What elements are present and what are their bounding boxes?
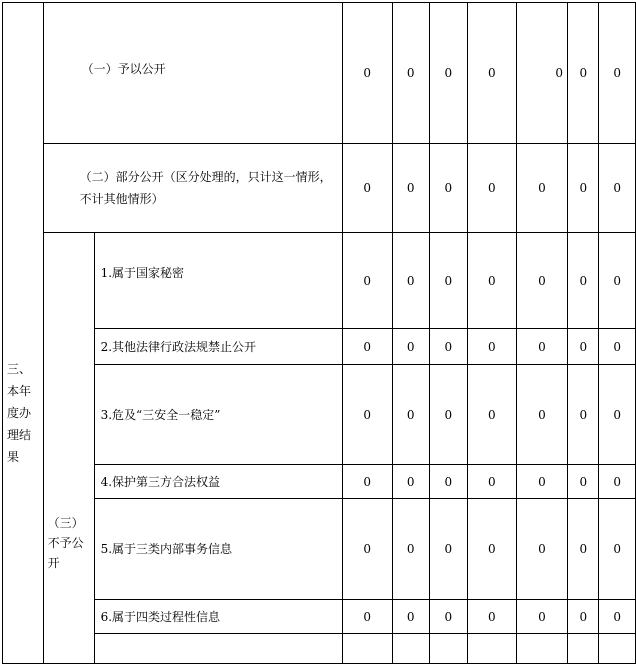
row-law-prohibited — [3, 329, 636, 365]
cell-value: 0 — [568, 499, 599, 600]
row-label: 2.其他法律行政法规禁止公开 — [94, 329, 342, 365]
cell-value: 0 — [392, 329, 429, 365]
cell-value: 0 — [599, 465, 636, 499]
cutoff-cell — [429, 634, 467, 664]
cutoff-cell — [392, 634, 429, 664]
cell-value: 0 — [342, 600, 392, 634]
cell-value: 0 — [568, 233, 599, 329]
cell-value: 0 — [599, 499, 636, 600]
row-cutoff — [3, 634, 636, 664]
row-public — [3, 3, 636, 144]
cell-value: 0 — [516, 329, 567, 365]
cell-value: 0 — [568, 329, 599, 365]
row-three-safety — [3, 365, 636, 465]
row-label: 6.属于四类过程性信息 — [94, 600, 342, 634]
cell-value: 0 — [516, 499, 567, 600]
cell-value: 0 — [429, 329, 467, 365]
cell-value: 0 — [429, 499, 467, 600]
cell-value: 0 — [599, 144, 636, 233]
row-label: 3.危及“三安全一稳定” — [94, 365, 342, 465]
cell-value: 0 — [599, 365, 636, 465]
cell-value: 0 — [467, 465, 516, 499]
row-label: 1.属于国家秘密 — [94, 233, 342, 329]
group-label: （三）不予公开 — [43, 233, 94, 664]
results-table — [2, 2, 636, 664]
cell-value: 0 — [516, 365, 567, 465]
cell-value: 0 — [392, 3, 429, 144]
cell-value: 0 — [568, 144, 599, 233]
cell-value: 0 — [429, 3, 467, 144]
cutoff-cell — [568, 634, 599, 664]
row-label: （二）部分公开（区分处理的，只计这一情形，不计其他情形） — [43, 144, 342, 233]
cell-value: 0 — [392, 499, 429, 600]
cutoff-cell — [599, 634, 636, 664]
cell-value: 0 — [516, 144, 567, 233]
cell-value: 0 — [467, 144, 516, 233]
cell-value: 0 — [429, 365, 467, 465]
cell-value: 0 — [568, 3, 599, 144]
cell-value: 0 — [342, 365, 392, 465]
cell-value: 0 — [392, 144, 429, 233]
cell-value: 0 — [467, 365, 516, 465]
row-process-info — [3, 600, 636, 634]
cell-value: 0 — [342, 329, 392, 365]
row-state-secret — [3, 233, 636, 329]
cell-value: 0 — [516, 465, 567, 499]
cell-value: 0 — [342, 499, 392, 600]
cell-value: 0 — [342, 144, 392, 233]
cell-value: 0 — [392, 233, 429, 329]
cell-value: 0 — [568, 600, 599, 634]
cell-value: 0 — [516, 233, 567, 329]
cell-value: 0 — [392, 465, 429, 499]
cell-value: 0 — [599, 329, 636, 365]
cell-value: 0 — [516, 3, 567, 144]
cell-value: 0 — [429, 465, 467, 499]
cell-value: 0 — [599, 3, 636, 144]
cell-value: 0 — [467, 499, 516, 600]
row-label: （一）予以公开 — [43, 3, 342, 144]
cell-value: 0 — [392, 600, 429, 634]
cell-value: 0 — [429, 233, 467, 329]
cell-value: 0 — [429, 144, 467, 233]
row-label: 5.属于三类内部事务信息 — [94, 499, 342, 600]
cell-value: 0 — [599, 600, 636, 634]
cell-value: 0 — [342, 3, 392, 144]
cutoff-cell — [94, 634, 342, 664]
cell-value: 0 — [467, 329, 516, 365]
cell-value: 0 — [342, 233, 392, 329]
row-partial — [3, 144, 636, 233]
cell-value: 0 — [599, 233, 636, 329]
cell-value: 0 — [467, 233, 516, 329]
cell-value: 0 — [467, 3, 516, 144]
cell-value: 0 — [342, 465, 392, 499]
row-third-party — [3, 465, 636, 499]
cutoff-cell — [342, 634, 392, 664]
cell-value: 0 — [429, 600, 467, 634]
cell-value: 0 — [467, 600, 516, 634]
cell-value: 0 — [392, 365, 429, 465]
cell-value: 0 — [568, 365, 599, 465]
cutoff-cell — [467, 634, 516, 664]
row-internal-affairs — [3, 499, 636, 600]
cell-value: 0 — [568, 465, 599, 499]
section-label: 三、本年度办理结果 — [3, 3, 44, 664]
cell-value: 0 — [516, 600, 567, 634]
row-label: 4.保护第三方合法权益 — [94, 465, 342, 499]
cutoff-cell — [516, 634, 567, 664]
